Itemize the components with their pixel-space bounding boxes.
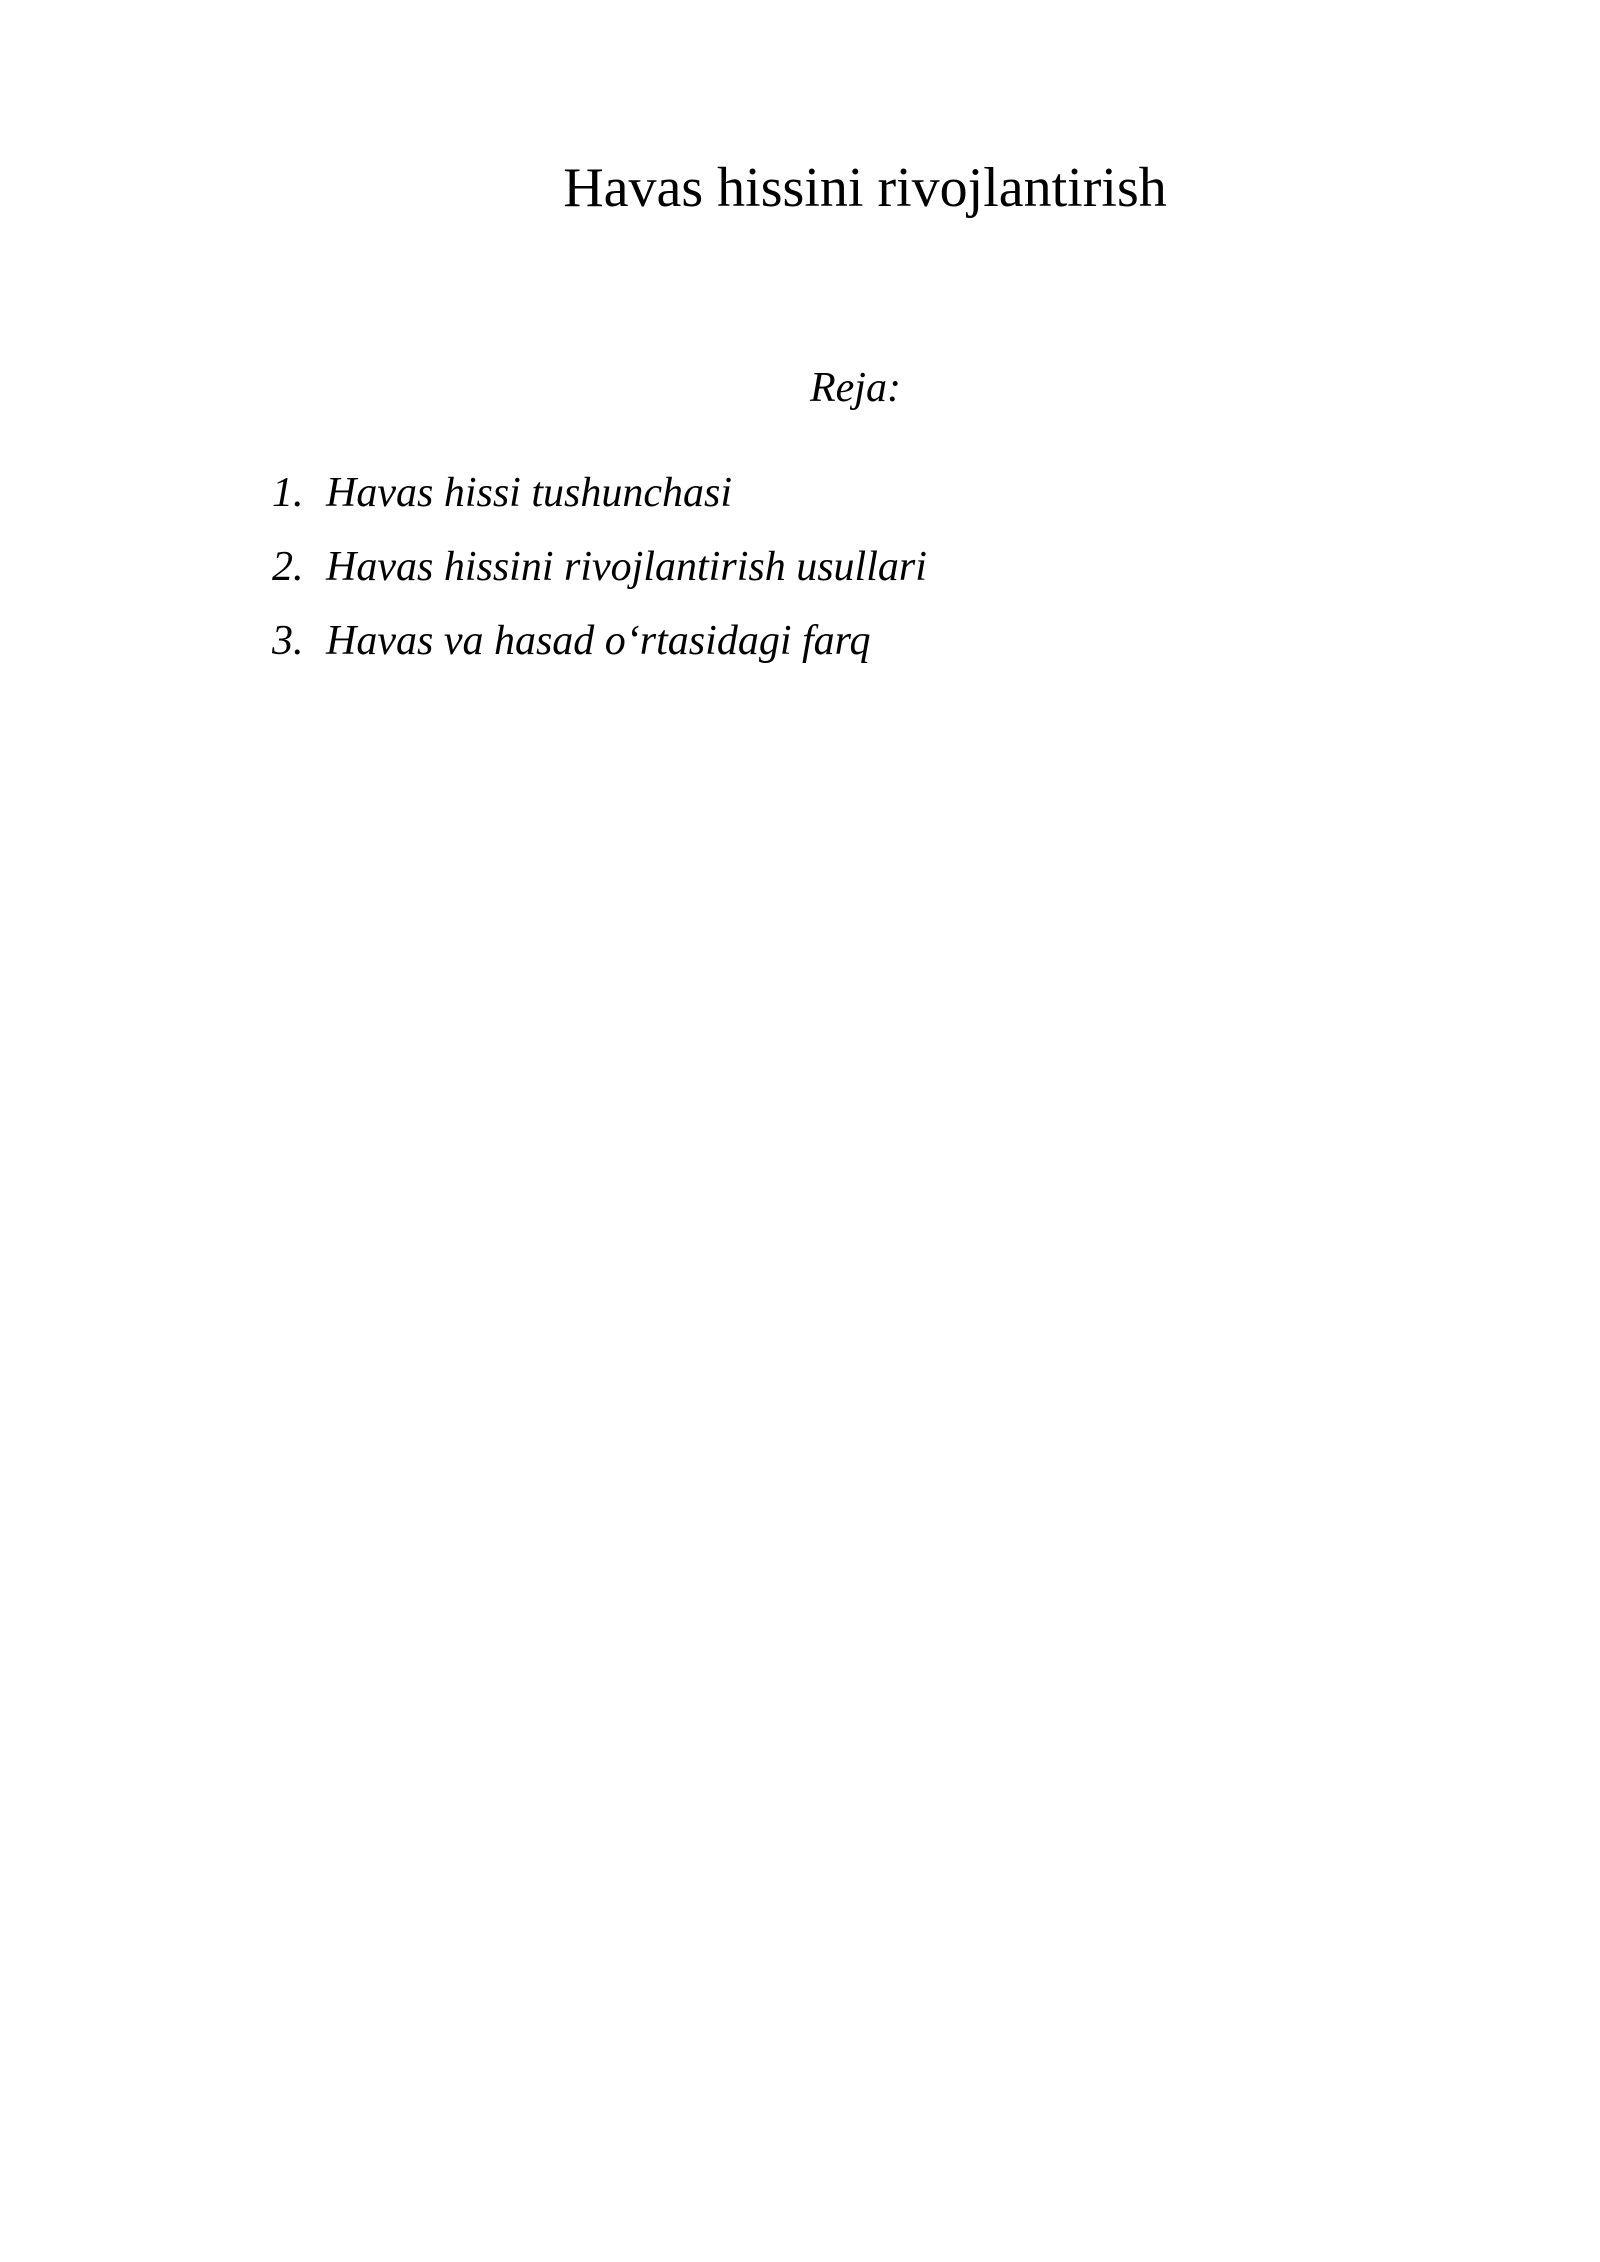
plan-item-number: 3. — [272, 618, 304, 664]
document-title: Havas hissini rivojlantirish — [563, 157, 1167, 219]
plan-item-number: 2. — [272, 544, 304, 590]
plan-item-text: Havas hissini rivojlantirish usullari — [326, 544, 927, 590]
plan-item-text: Havas va hasad o‘rtasidagi farq — [326, 618, 871, 664]
plan-item-number: 1. — [272, 470, 304, 516]
plan-item-1 — [272, 456, 927, 530]
plan-item-3 — [272, 604, 927, 678]
plan-item-text: Havas hissi tushunchasi — [326, 470, 733, 516]
plan-list — [272, 456, 927, 678]
plan-item-2 — [272, 530, 927, 604]
plan-heading: Reja: — [810, 365, 901, 411]
